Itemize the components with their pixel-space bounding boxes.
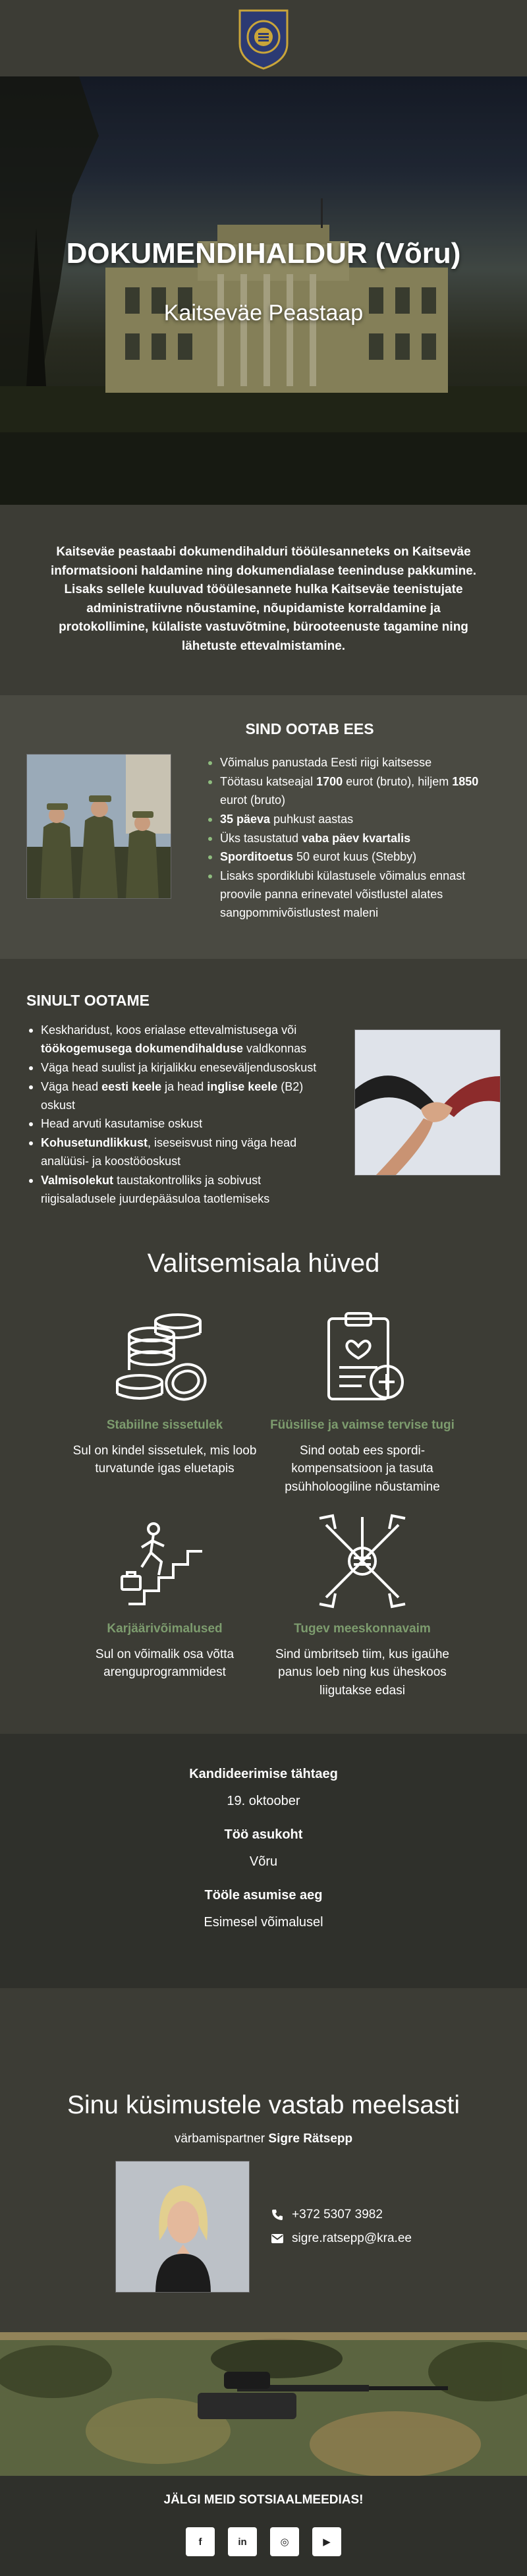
benefit-card (69, 1508, 260, 1700)
team-hands-icon (313, 1512, 412, 1611)
list-item-text: inglise keele (207, 1079, 278, 1093)
benefit-text: Sul on võimalik osa võtta arenguprogrammidest (95, 1647, 235, 1680)
list-item (206, 848, 501, 867)
benefit-title: Karjäärivõimalused (107, 1621, 223, 1636)
coins-icon (112, 1308, 217, 1407)
list-item-text: 35 päeva (220, 812, 271, 826)
list-item (26, 1115, 323, 1133)
youtube-icon[interactable]: ▶ (312, 2527, 341, 2556)
contact-role-label: värbamispartner (174, 2132, 265, 2146)
benefit-card (267, 1508, 458, 1700)
list-item-text: Kohusetundlikkust (41, 1136, 148, 1150)
instagram-icon[interactable]: ◎ (270, 2527, 299, 2556)
list-item (26, 1059, 323, 1077)
benefits-section (0, 1236, 527, 1734)
list-item (206, 773, 501, 810)
list-item-text: Lisaks spordiklubi külastusele võimalus ennast proovile panna erinevatel võistlustel alates sangpommivõistlustest maleni (220, 869, 466, 920)
linkedin-icon[interactable]: in (228, 2527, 257, 2556)
section-spacer (0, 1988, 527, 2065)
list-item-text: , iseseisvust ning väga head analüüsi- ja koostööoskust (41, 1136, 297, 1168)
list-item-text: Töötasu katseajal (220, 774, 317, 788)
list-item-text: Valmisolekut (41, 1174, 114, 1188)
benefit-text: Sul on kindel sissetulek, mis loob turvatunde igas eluetapis (72, 1443, 257, 1476)
email-link[interactable] (271, 2231, 412, 2246)
list-item-text: Väga head (41, 1079, 102, 1093)
list-item-text: taustakontrolliks ja sobivust riigisaladusele juurdepääsuloa taotlemiseks (41, 1174, 270, 1206)
list-item-text: eurot (bruto) (220, 793, 286, 807)
list-item-text: puhkust aastas (270, 812, 354, 826)
list-item-text: 1850 (452, 774, 479, 788)
contact-name: Sigre Rätsepp (268, 2132, 353, 2146)
offer-section (0, 695, 527, 959)
list-item (26, 1134, 323, 1171)
social-links (0, 2527, 527, 2556)
list-item-text: (B2) oskust (41, 1079, 304, 1112)
list-item-text: Sporditoetus (220, 850, 293, 864)
benefit-title: Füüsilise ja vaimse tervise tugi (270, 1417, 455, 1432)
requirements-list (26, 1021, 323, 1209)
page-title: DOKUMENDIHALDUR (Võru) (66, 237, 461, 270)
list-item-text: töökogemusega dokumendihalduse (41, 1041, 244, 1055)
location-label: Töö asukoht (224, 1827, 303, 1843)
phone-icon (271, 2208, 284, 2221)
envelope-icon (271, 2233, 284, 2244)
start-label: Tööle asumise aeg (204, 1888, 323, 1903)
camouflage-banner-image (0, 2332, 527, 2476)
list-item-text: eurot (bruto), hiljem (343, 774, 453, 788)
benefits-heading: Valitsemisala hüved (147, 1248, 380, 1278)
soldiers-photo (26, 754, 171, 899)
list-item (26, 1021, 323, 1058)
handshake-photo (354, 1029, 501, 1176)
offer-heading: SIND OOTAB EES (245, 720, 374, 737)
list-item (206, 811, 501, 829)
location-value: Võru (249, 1854, 278, 1870)
list-item (206, 754, 501, 772)
list-item (26, 1078, 323, 1115)
phone-number: +372 5307 3982 (292, 2208, 383, 2222)
list-item (206, 867, 501, 923)
benefit-title: Tugev meeskonnavaim (294, 1621, 431, 1636)
benefit-text: Sind ümbritseb tiim, kus igaühe panus loeb ning kus üheskoos liigutakse edasi (275, 1647, 449, 1698)
hero-banner (0, 76, 527, 505)
requirements-section (0, 959, 527, 1236)
footer (0, 2476, 527, 2576)
benefit-card (69, 1305, 260, 1497)
list-item-text: Head arvuti kasutamise oskust (41, 1117, 203, 1131)
health-form-icon (313, 1308, 412, 1407)
phone-link[interactable] (271, 2208, 412, 2222)
application-info (0, 1734, 527, 1988)
benefit-text: Sind ootab ees spordi-kompensatsioon ja tasuta psühholoogiline nõustamine (285, 1443, 440, 1495)
list-item-text: valdkonnas (243, 1041, 307, 1055)
list-item-text: eesti keele (101, 1079, 162, 1093)
contact-section (0, 2065, 527, 2332)
organization-subtitle: Kaitseväe Peastaap (163, 301, 364, 326)
list-item-text: 50 eurot kuus (Stebby) (293, 850, 417, 864)
job-description-text: Kaitseväe peastaabi dokumendihalduri tööülesanneteks on Kaitseväe informatsiooni haldamine ning dokumendialase teeninduse pakkumine. Lisaks sellele kuuluvad tööülesannete hulka Kaitseväe teenistujate administratiivne nõustamine, nõupidamiste korraldamine ja protokollimine, külaliste vastuvõtmine, bürooteenuste tagamine ning lähetuste ettevalmistamine. (50, 545, 477, 653)
career-stairs-icon (115, 1512, 214, 1611)
top-header (0, 0, 527, 76)
job-description (0, 505, 527, 695)
list-item-text: vaba päev kvartalis (302, 831, 411, 845)
list-item (206, 830, 501, 848)
recruiter-photo (115, 2161, 250, 2293)
list-item-text: 1700 (316, 774, 343, 788)
facebook-icon[interactable]: f (186, 2527, 215, 2556)
benefit-title: Stabiilne sissetulek (106, 1417, 223, 1432)
list-item-text: Keskharidust, koos erialase ettevalmistusega või (41, 1023, 297, 1037)
deadline-label: Kandideerimise tähtaeg (189, 1767, 338, 1782)
list-item-text: Üks tasustatud (220, 831, 302, 845)
deadline-value: 19. oktoober (227, 1794, 300, 1809)
benefit-card (267, 1305, 458, 1497)
list-item-text: Väga head suulist ja kirjalikku eneseväljendusoskust (41, 1060, 317, 1074)
requirements-heading: SINULT OOTAME (26, 992, 150, 1010)
list-item-text: ja head (161, 1079, 208, 1093)
offer-list (206, 754, 501, 923)
contact-heading: Sinu küsimustele vastab meelsasti (67, 2091, 460, 2120)
list-item (26, 1172, 323, 1209)
estonian-defence-forces-logo[interactable] (236, 7, 291, 70)
social-heading: JÄLGI MEID SOTSIAALMEEDIAS! (163, 2493, 364, 2507)
email-address: sigre.ratsepp@kra.ee (292, 2231, 412, 2246)
start-value: Esimesel võimalusel (204, 1915, 323, 1930)
list-item-text: Võimalus panustada Eesti riigi kaitsesse (220, 756, 432, 769)
contact-role (0, 2132, 527, 2146)
